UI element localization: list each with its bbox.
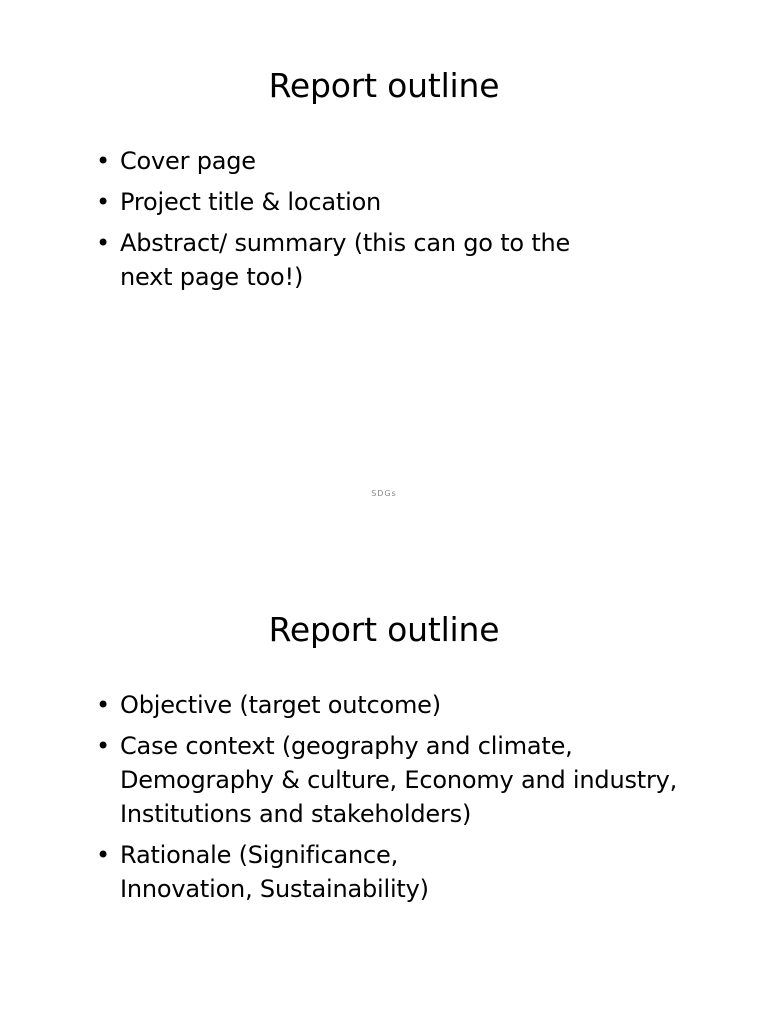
list-item-text: Rationale (Significance, Innovation, Sustainability) [120,841,429,903]
slide-title: Report outline [268,66,500,105]
list-item [96,729,716,831]
bullet-icon: • [96,188,110,216]
bullet-icon: • [96,691,110,719]
list-item-text: Objective (target outcome) [120,691,441,719]
list-item-text: Case context (geography and climate, Demography & culture, Economy and industry, Institutions and stakeholders) [120,732,678,828]
list-item [96,838,716,906]
slide-2 [0,544,768,1024]
bullet-icon: • [96,841,110,869]
footer-label: SDGs [371,489,397,498]
bullet-icon: • [96,147,110,175]
list-item [96,144,716,178]
bullet-icon: • [96,229,110,257]
list-item-text: Cover page [120,147,256,175]
bullet-icon: • [96,732,110,760]
list-item-text: Project title & location [120,188,382,216]
list-item [96,226,716,294]
bullet-list [96,144,716,301]
bullet-list [96,688,716,913]
list-item [96,185,716,219]
list-item-text: Abstract/ summary (this can go to the next page too!) [120,229,571,291]
slide-title: Report outline [268,610,500,649]
list-item [96,688,716,722]
